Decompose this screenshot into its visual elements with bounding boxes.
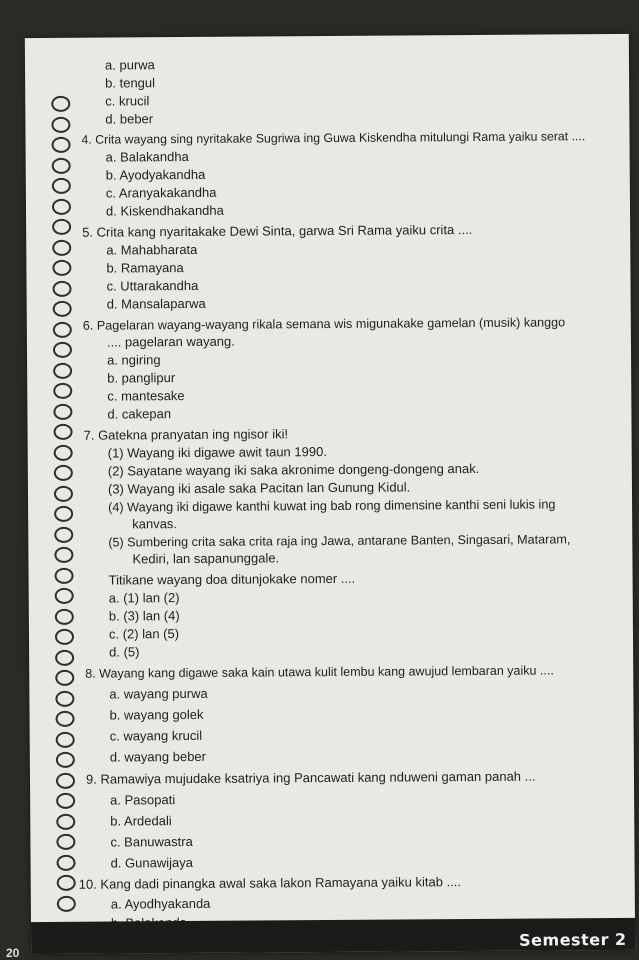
question-5: 5. Crita kang nyaritakake Dewi Sinta, garwa Sri Rama yaiku crita .... bbox=[82, 222, 473, 240]
option-8c: c. wayang krucil bbox=[109, 727, 203, 744]
option-4c: c. Aranyakakandha bbox=[105, 184, 217, 201]
question-6: 6. Pagelaran wayang-wayang rikala semana wis migunakake gamelan (musik) kanggo bbox=[82, 315, 566, 333]
option-6b: b. panglipur bbox=[107, 370, 176, 386]
option-9c: c. Banuwastra bbox=[110, 833, 193, 850]
option-5d: d. Mansalaparwa bbox=[106, 295, 206, 312]
document-page bbox=[25, 34, 635, 954]
option-6a: a. ngiring bbox=[107, 352, 161, 368]
option-6d: d. cakepan bbox=[107, 406, 172, 422]
option-9d: d. Gunawijaya bbox=[110, 854, 194, 871]
option-3b: b. tengul bbox=[105, 75, 156, 91]
option-6c: c. mantesake bbox=[107, 388, 185, 404]
question-10: 10. Kang dadi pinangka awal saka lakon Ramayana yaiku kitab .... bbox=[78, 874, 462, 892]
option-5c: c. Uttarakandha bbox=[106, 277, 199, 294]
option-7b: b. (3) lan (4) bbox=[108, 608, 180, 624]
option-4a: a. Balakandha bbox=[105, 148, 189, 165]
option-7d: d. (5) bbox=[109, 644, 140, 660]
statement-1: (1) Wayang iki digawe awit taun 1990. bbox=[107, 444, 327, 461]
question-4: 4. Crita wayang sing nyritakake Sugriwa ing Guwa Kiskendha mitulungi Rama yaiku serat .... bbox=[81, 129, 586, 147]
option-8a: a. wayang purwa bbox=[109, 685, 208, 702]
semester-label: Semester 2 bbox=[519, 929, 627, 950]
question-6-cont: .... pagelaran wayang. bbox=[106, 333, 235, 350]
option-4d: d. Kiskendhakandha bbox=[105, 202, 224, 219]
option-10a: a. Ayodhyakanda bbox=[110, 895, 211, 912]
question-7-prompt: Titikane wayang doa ditunjokake nomer .... bbox=[108, 570, 356, 588]
statement-2: (2) Sayatane wayang iki saka akronime dongeng-dongeng anak. bbox=[107, 460, 480, 479]
statement-4-cont: kanvas. bbox=[132, 516, 178, 532]
option-8d: d. wayang beber bbox=[109, 748, 207, 765]
option-8b: b. wayang golek bbox=[109, 706, 204, 723]
option-3d: d. beber bbox=[105, 111, 154, 127]
question-list bbox=[25, 34, 635, 954]
page-number: 20 bbox=[6, 946, 20, 960]
option-5b: b. Ramayana bbox=[106, 260, 184, 276]
question-8: 8. Wayang kang digawe saka kain utawa kulit lembu kang awujud lembaran yaiku .... bbox=[85, 663, 554, 681]
question-9: 9. Ramawiya mujudake ksatriya ing Pancawati kang nduweni gaman panah ... bbox=[85, 768, 536, 787]
option-7c: c. (2) lan (5) bbox=[108, 626, 180, 642]
statement-3: (3) Wayang iki asale saka Pacitan lan Gunung Kidul. bbox=[107, 479, 411, 497]
statement-4: (4) Wayang iki digawe kanthi kuwat ing bab rong dimensine kanthi seni lukis ing bbox=[108, 497, 556, 515]
option-9b: b. Ardedali bbox=[110, 813, 172, 829]
option-3a: a. purwa bbox=[104, 57, 155, 73]
statement-5: (5) Sumbering crita saka crita raja ing Jawa, antarane Banten, Singasari, Mataram, bbox=[108, 532, 571, 550]
question-7: 7. Gatekna pranyatan ing ngisor iki! bbox=[83, 426, 289, 443]
option-9a: a. Pasopati bbox=[110, 792, 176, 808]
option-4b: b. Ayodyakandha bbox=[105, 166, 206, 183]
statement-5-cont: Kediri, lan sapanunggale. bbox=[132, 550, 280, 567]
option-7a: a. (1) lan (2) bbox=[108, 590, 180, 606]
option-5a: a. Mahabharata bbox=[106, 241, 198, 258]
option-3c: c. krucil bbox=[105, 93, 150, 109]
